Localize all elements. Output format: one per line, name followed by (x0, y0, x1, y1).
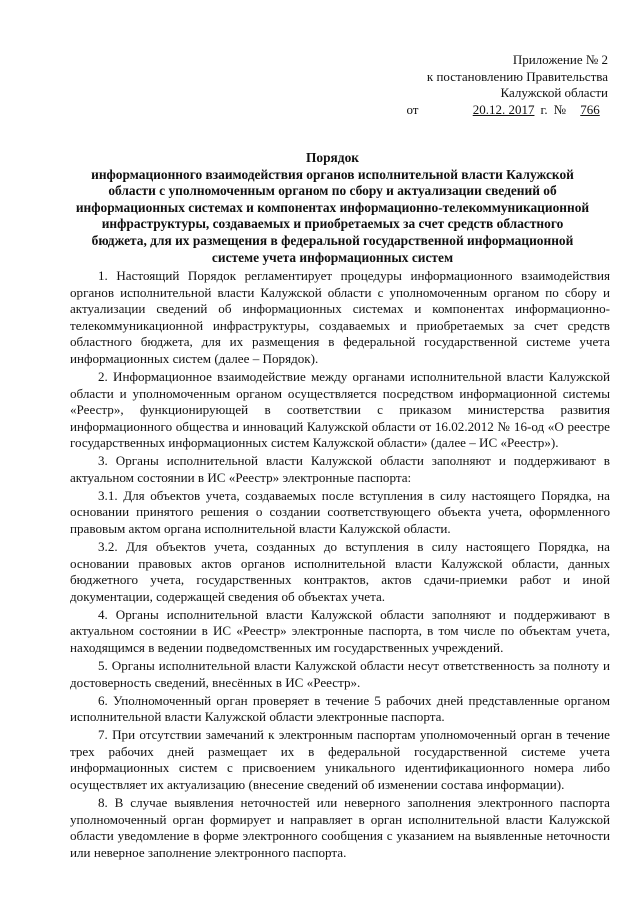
paragraph-3-2: 3.2. Для объектов учета, созданных до вступления в силу настоящего Порядка, на основании правовых актов органов исполнительной власти Калужской области, данных бюджетного учета, государственных контрактов, актов сдачи-приемки работ и иной документации, содержащей сведения об объектах учета. (70, 539, 610, 604)
resolution-date: 20.12. 2017 (472, 101, 535, 117)
document-body (70, 268, 610, 863)
title-line: бюджета, для их размещения в федеральной государственной информационной (91, 232, 574, 248)
title-line: системе учета информационных систем (211, 249, 454, 265)
appendix-region: Калужской области (500, 85, 608, 100)
paragraph-7: 7. При отсутствии замечаний к электронным паспортам уполномоченный орган в течение трех рабочих дней размещает их в федеральной государственной системе учета информационных систем с присвоением уникального идентификационного номера либо осуществляет их актуализацию (внесение сведений об изменении состава информации). (70, 727, 610, 792)
title-heading: Порядок (306, 150, 359, 165)
paragraph-6: 6. Уполномоченный орган проверяет в течение 5 рабочих дней представленные органом исполнительной власти Калужской области электронные паспорта. (70, 692, 610, 725)
number-label: № (553, 101, 566, 117)
paragraph-1: 1. Настоящий Порядок регламентирует процедуры информационного взаимодействия органов исполнительной власти Калужской области с уполномоченным органом по сбору и актуализации сведений об информационных системах и компонентах информационно-телекоммуникационной инфраструктуры, создаваемых и приобретаемых за счет средств областного бюджета, для их размещения в федеральной государственной системе учета информационных систем (далее – Порядок). (70, 268, 610, 366)
paragraph-2: 2. Информационное взаимодействие между органами исполнительной власти Калужской области и уполномоченным органом осуществляется посредством информационной системы «Реестр», функционирующей в соответствии с приказом министерства развития информационного общества и инноваций Калужской области от 16.02.2012 № 16-од «О реестре государственных информационных систем Калужской области» (далее – ИС «Реестр»). (70, 368, 610, 451)
paragraph-5: 5. Органы исполнительной власти Калужской области несут ответственность за полноту и достоверность сведений, внесённых в ИС «Реестр». (70, 658, 610, 690)
appendix-number: Приложение № 2 (512, 52, 608, 67)
paragraph-3-1: 3.1. Для объектов учета, создаваемых после вступления в силу настоящего Порядка, на основании принятого решения о создании соответствующего объекта учета, оформленного правовым актом органа исполнительной власти Калужской области. (70, 487, 610, 537)
appendix-resolution: к постановлению Правительства (426, 68, 608, 84)
title-line: инфраструктуры, создаваемых и приобретаемых за счет средств областного (101, 216, 564, 232)
title-line: информационных системах и компонентах информационно-телекоммуникационной (75, 199, 590, 215)
from-label: от (406, 101, 419, 117)
document-title (70, 150, 595, 266)
title-line: области с уполномоченным органом по сбору и актуализации сведений об (108, 183, 557, 199)
resolution-number: 766 (580, 101, 600, 117)
appendix-date-line (406, 102, 608, 119)
appendix-header (406, 52, 608, 118)
paragraph-3: 3. Органы исполнительной власти Калужской области заполняют и поддерживают в актуальном состоянии в ИС «Реестр» электронные паспорта: (70, 453, 610, 485)
title-line: информационного взаимодействия органов исполнительной власти Калужской (91, 166, 574, 182)
paragraph-8: 8. В случае выявления неточностей или неверного заполнения электронного паспорта уполномоченный орган формирует и направляет в орган исполнительной власти Калужской области уведомление в форме электронного сообщения с указанием на выявленные неточности или неверное заполнение электронного паспорта. (70, 794, 610, 860)
paragraph-4: 4. Органы исполнительной власти Калужской области заполняют и поддерживают в актуальном состоянии в ИС «Реестр» электронные паспорта, в том числе по объектам учета, находящимся в ведении подведомственных им государственных учреждений. (70, 606, 610, 656)
year-suffix: г. (540, 101, 548, 117)
